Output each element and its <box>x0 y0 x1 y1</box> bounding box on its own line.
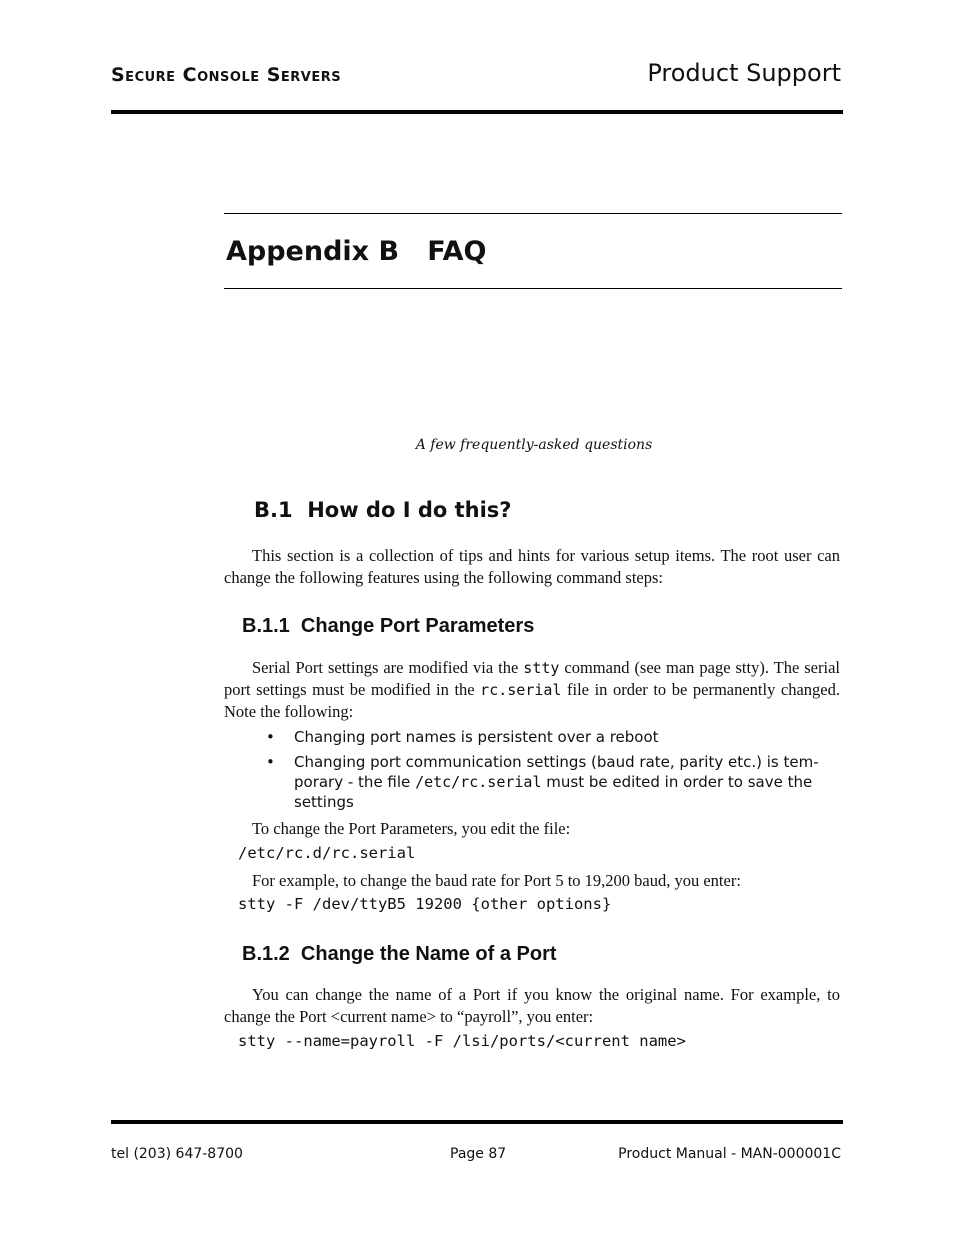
list-item-text: Changing port communication settings (baud rate, parity etc.) is tem-porary - the file <box>294 753 819 791</box>
footer-page-number: Page 87 <box>450 1146 507 1162</box>
footer-phone: tel (203) 647-8700 <box>111 1146 243 1162</box>
list-item <box>266 727 842 747</box>
section-heading-b1: B.1 How do I do this? <box>254 498 512 522</box>
appendix-intro: A few frequently-asked questions <box>415 437 653 453</box>
paragraph-text: command (see man page stty). The serial port settings must be modified in the <box>224 658 840 699</box>
baud-rate-paragraph: For example, to change the baud rate for Port 5 to 19,200 baud, you enter: <box>252 871 741 890</box>
code-stty-baud: stty -F /dev/ttyB5 19200 {other options} <box>238 895 612 913</box>
port-name-paragraph: You can change the name of a Port if you know the original name. For example, to change the Port <current name> to “payroll”, you enter: <box>224 985 840 1026</box>
footer-manual-id: Product Manual - MAN-000001C <box>618 1146 841 1162</box>
appendix-rule-top <box>224 213 842 214</box>
inline-code-rc-serial: rc.serial <box>480 681 562 699</box>
code-stty-name: stty --name=payroll -F /lsi/ports/<current name> <box>238 1032 686 1050</box>
header-section-title: Product Support <box>647 59 841 87</box>
list-item-text: Changing port names is persistent over a reboot <box>294 728 659 746</box>
inline-code-stty: stty <box>523 659 560 677</box>
notes-list <box>266 727 842 817</box>
bullet-icon: • <box>266 728 275 746</box>
header-rule <box>111 110 843 114</box>
appendix-rule-bottom <box>224 288 842 289</box>
edit-file-paragraph: To change the Port Parameters, you edit the file: <box>252 819 571 838</box>
list-item-text: must be edited in order to save the settings <box>294 773 813 811</box>
appendix-title: Appendix B FAQ <box>226 236 487 267</box>
bullet-icon: • <box>266 753 275 771</box>
list-item <box>266 752 842 812</box>
footer-rule <box>111 1120 843 1124</box>
section-b1-paragraph: This section is a collection of tips and hints for various setup items. The root user can change the following features using the following command steps: <box>224 546 840 587</box>
paragraph-text: Serial Port settings are modified via the <box>252 658 524 677</box>
port-params-paragraph <box>224 657 840 723</box>
section-heading-b1-2: B.1.2 Change the Name of a Port <box>242 943 557 965</box>
header-product-line: Secure Console Servers <box>111 64 342 86</box>
section-heading-b1-1: B.1.1 Change Port Parameters <box>242 615 535 637</box>
code-rc-serial-path: /etc/rc.d/rc.serial <box>238 844 416 862</box>
paragraph-text: file in order to be permanently changed. Note the following: <box>224 680 840 721</box>
inline-code-etc-rc-serial: /etc/rc.serial <box>415 773 542 791</box>
